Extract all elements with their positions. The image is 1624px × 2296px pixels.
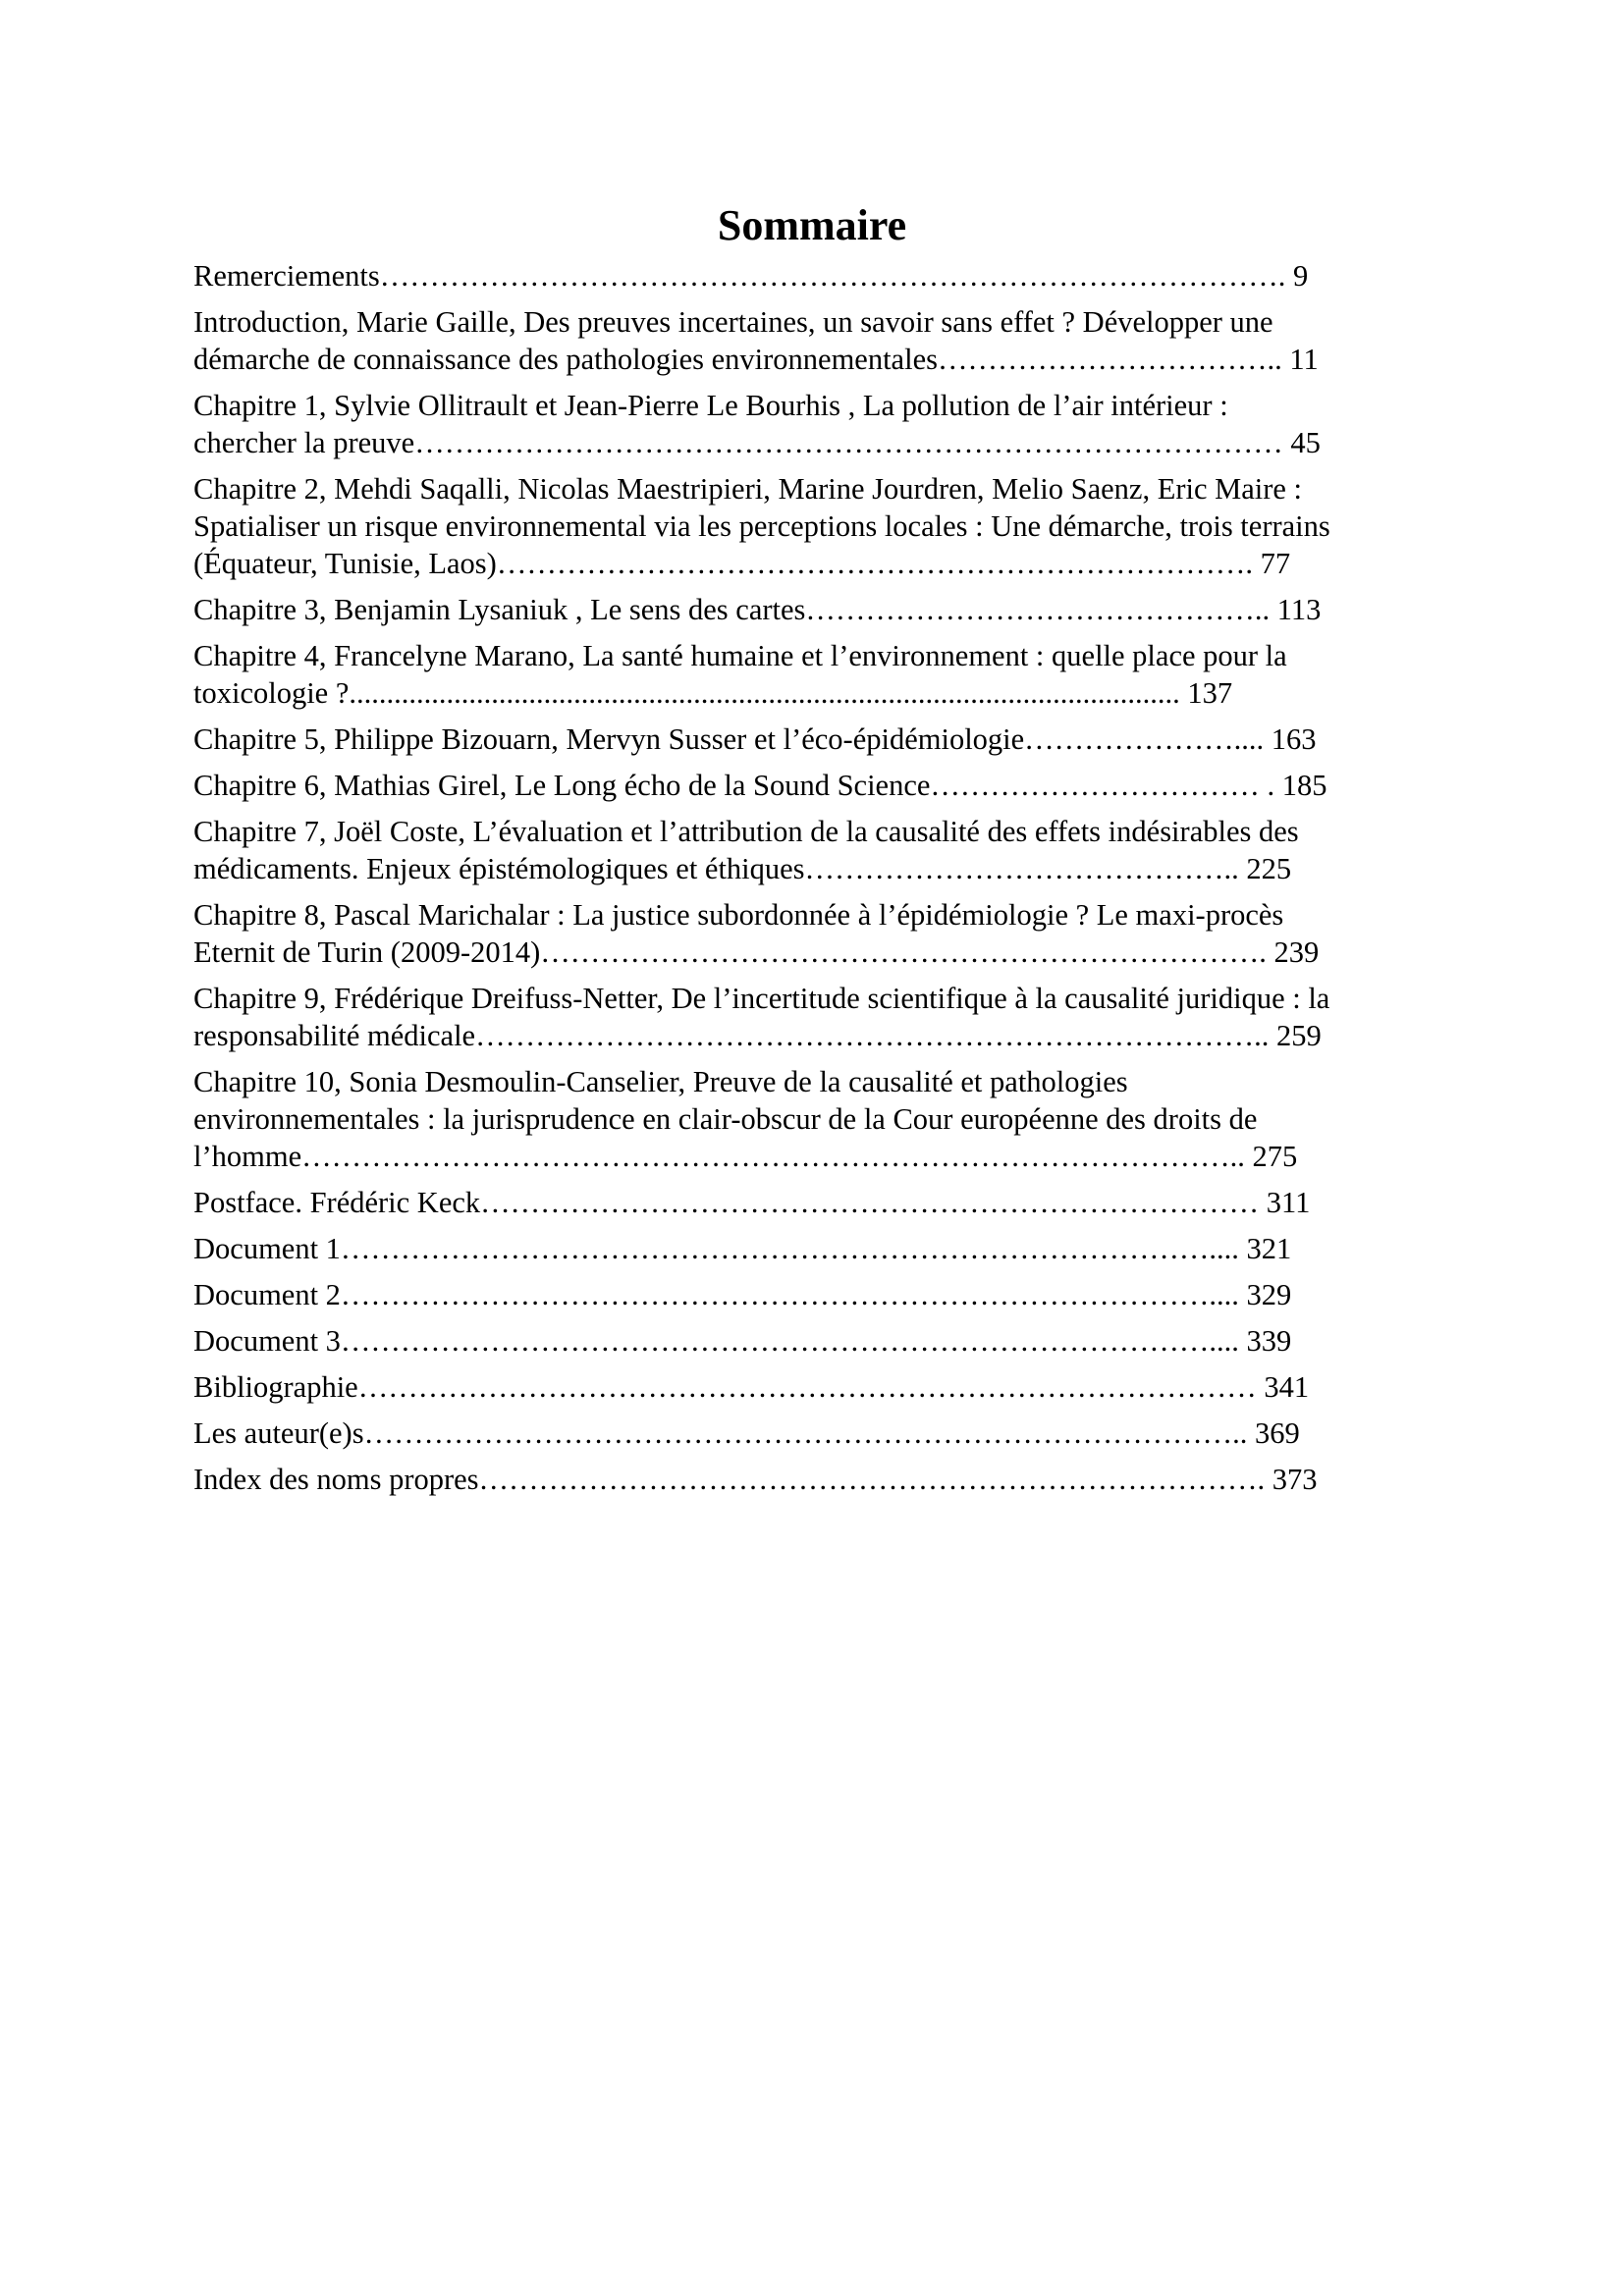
toc-entry-line: responsabilité médicale…………………………………………………………………….. 259 [193, 1019, 1322, 1052]
toc-entry [193, 813, 1450, 887]
toc-entry-line: Spatialiser un risque environnemental via les perceptions locales : Une démarche, trois terrains [193, 509, 1330, 543]
toc-entry [193, 1368, 1450, 1406]
toc-entry [193, 1461, 1450, 1498]
toc-entry-line: Chapitre 6, Mathias Girel, Le Long écho de la Sound Science…………………………… . 185 [193, 769, 1327, 802]
toc-entry-line: chercher la preuve…………………………………………………………………………… 45 [193, 426, 1321, 459]
toc-entry-line: Chapitre 7, Joël Coste, L’évaluation et l’attribution de la causalité des effets indésirables des [193, 815, 1299, 848]
toc-entry [193, 470, 1450, 582]
toc-entry-line: Chapitre 4, Francelyne Marano, La santé humaine et l’environnement : quelle place pour la [193, 639, 1287, 672]
toc-entry-line: Document 2…………………………………………………………………………….... 329 [193, 1278, 1292, 1311]
toc-entry-line: Chapitre 2, Mehdi Saqalli, Nicolas Maestripieri, Marine Jourdren, Melio Saenz, Eric Maire : [193, 472, 1303, 506]
toc-entry-line: Chapitre 10, Sonia Desmoulin-Canselier, Preuve de la causalité et pathologies [193, 1065, 1128, 1098]
toc-entry-line: environnementales : la jurisprudence en clair-obscur de la Cour européenne des droits de [193, 1102, 1258, 1136]
toc-entry [193, 1230, 1450, 1267]
toc-entry [193, 721, 1450, 758]
toc-entry [193, 1063, 1450, 1175]
toc-entry-line: Postface. Frédéric Keck…………………………………………………………………… 311 [193, 1186, 1311, 1219]
toc-entry-line: Chapitre 3, Benjamin Lysaniuk , Le sens des cartes……………………………………….. 113 [193, 593, 1322, 626]
toc-entry [193, 1276, 1450, 1313]
toc-entry [193, 980, 1450, 1054]
toc-entry-line: Introduction, Marie Gaille, Des preuves incertaines, un savoir sans effet ? Développer une [193, 305, 1273, 339]
toc-entry-line: démarche de connaissance des pathologies environnementales…………………………….. 11 [193, 343, 1319, 376]
toc-entry [193, 303, 1450, 378]
toc-entry [193, 1184, 1450, 1221]
toc-entry-line: toxicologie ?............................................................................................................... 137 [193, 676, 1233, 710]
toc-entry [193, 767, 1450, 804]
toc-entry-line: Remerciements………………………………………………………………………………. 9 [193, 259, 1309, 293]
toc-entry-line: Document 3…………………………………………………………………………….... 339 [193, 1324, 1292, 1358]
toc-entry-line: Chapitre 5, Philippe Bizouarn, Mervyn Susser et l’éco-épidémiologie………………….... 163 [193, 722, 1317, 756]
toc-entry [193, 257, 1450, 294]
toc-entry-line: Chapitre 9, Frédérique Dreifuss-Netter, De l’incertitude scientifique à la causalité juridique : la [193, 982, 1330, 1015]
page-title: Sommaire [717, 201, 907, 249]
toc-entry-line: Index des noms propres……………………………………………………………………. 373 [193, 1463, 1318, 1496]
toc-entry [193, 1415, 1450, 1452]
toc-entry-line: l’homme………………………………………………………………………………….. 275 [193, 1140, 1298, 1173]
toc-entry-line: médicaments. Enjeux épistémologiques et éthiques…………………………………….. 225 [193, 852, 1292, 885]
toc-entry-line: Les auteur(e)s…………………………………………………………………………….. 369 [193, 1416, 1300, 1450]
toc-entry [193, 637, 1450, 712]
toc-entry-line: Bibliographie……………………………………………………………………………… 341 [193, 1370, 1310, 1404]
toc-entry-line: Chapitre 8, Pascal Marichalar : La justice subordonnée à l’épidémiologie ? Le maxi-procès [193, 898, 1284, 932]
toc-entry [193, 591, 1450, 628]
toc-entry [193, 1322, 1450, 1360]
toc-entry-line: Eternit de Turin (2009-2014)………………………………………………………………. 239 [193, 935, 1320, 969]
toc-entry-line: (Équateur, Tunisie, Laos)…………………………………………………………………. 77 [193, 547, 1291, 580]
toc-entry [193, 387, 1450, 461]
toc-entry [193, 896, 1450, 971]
toc-entry-line: Document 1…………………………………………………………………………….... 321 [193, 1232, 1292, 1265]
toc-entry-line: Chapitre 1, Sylvie Ollitrault et Jean-Pierre Le Bourhis , La pollution de l’air intérieur : [193, 389, 1228, 422]
